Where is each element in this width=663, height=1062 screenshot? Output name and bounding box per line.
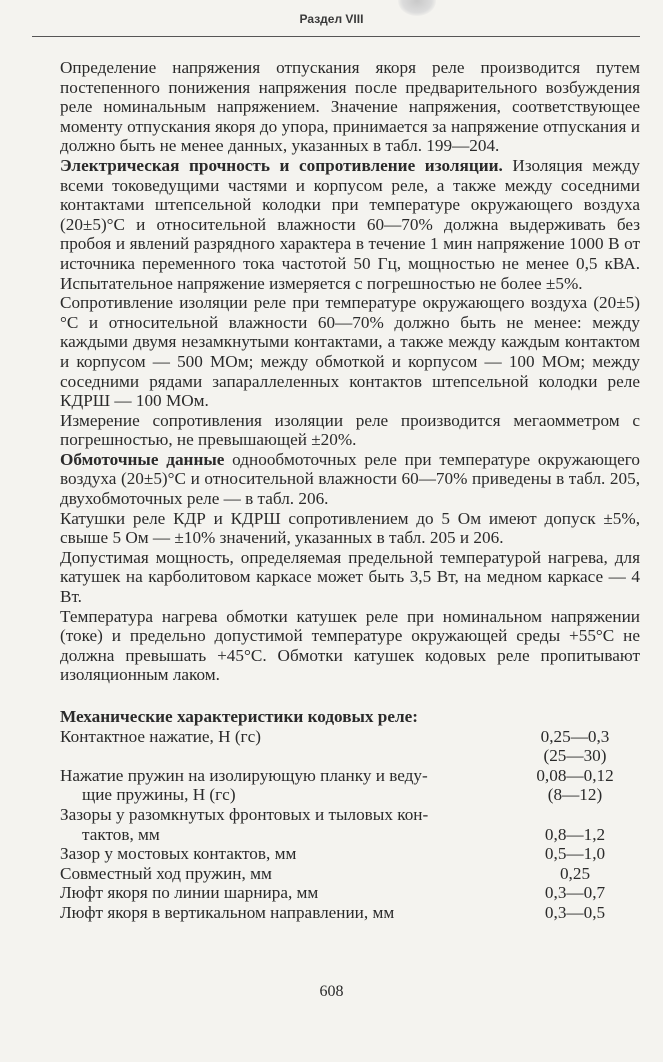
- spec-row: [60, 844, 640, 864]
- spec-row: [60, 883, 640, 903]
- spec-value: 0,3—0,5: [544, 902, 606, 922]
- spec-value: 0,08—0,12: [536, 765, 614, 785]
- paragraph-heading: Обмоточные данные: [60, 449, 225, 469]
- page-body: [60, 58, 640, 923]
- paragraph-heating-temperature: Температура нагрева обмотки катушек реле при номинальном напряжении (токе) и предельно допустимой температуре окружающей среды +55°С не должна превышать +45°С. Обмотки катушек кодовых реле пропитывают изоляционным лаком.: [60, 606, 640, 685]
- spec-name: Контактное нажатие, Н (гс): [60, 726, 261, 746]
- running-head: Раздел VIII: [299, 12, 364, 26]
- paragraph-insulation-resistance: Сопротивление изоляции реле при температуре окружающего воздуха (20±5)°С и относительной влажности 60—70% должно быть не менее: между каждыми двумя незамкнутыми контактами, а также между каждым контактом и корпусом — 500 МОм; между обмоткой и корпусом — 100 МОм; между соседними рядами запараллеленных контактов штепсельной колодки реле КДРШ — 100 МОм.: [60, 293, 640, 411]
- spec-row: [60, 864, 640, 884]
- spec-name-continued: тактов, мм: [82, 824, 160, 844]
- spec-value: 0,25: [559, 863, 591, 883]
- spec-value: 0,5—1,0: [544, 844, 606, 864]
- spec-name-continued: щие пружины, Н (гс): [82, 785, 236, 805]
- page-number: 608: [319, 983, 344, 1000]
- spec-row: [60, 785, 640, 805]
- paragraph-text: однообмоточных реле при температуре окружающего воздуха (20±5)°С и относительной влажности 60—70% приведены в табл. 205, двухобмоточных реле — в табл. 206.: [60, 449, 640, 509]
- spec-value: [510, 805, 640, 825]
- paragraph-winding-data: [60, 450, 640, 509]
- spec-value: 0,3—0,7: [544, 883, 606, 903]
- paragraph-release-voltage: Определение напряжения отпускания якоря реле производится путем постепенного понижения напряжения после предварительного возбуждения реле номинальным напряжением. Значение напряжения, соответствующее моменту отпускания якоря до упора, принимается за напряжение отпускания и должно быть не менее данных, указанных в табл. 199—204.: [60, 58, 640, 156]
- spec-row: [60, 805, 640, 825]
- spec-name: Люфт якоря по линии шарнира, мм: [60, 883, 319, 903]
- spec-row: [60, 766, 640, 786]
- paragraph-coil-tolerance: Катушки реле КДР и КДРШ сопротивлением до 5 Ом имеют допуск ±5%, свыше 5 Ом — ±10% значений, указанных в табл. 205 и 206.: [60, 508, 640, 548]
- paragraph-dielectric-strength: [60, 156, 640, 293]
- spec-title: Механические характеристики кодовых реле:: [60, 707, 418, 726]
- spec-row: [60, 903, 640, 923]
- spec-value: 0,25—0,3: [540, 726, 610, 746]
- spec-row: [60, 746, 640, 766]
- spec-name: Зазоры у разомкнутых фронтовых и тыловых кон-: [60, 804, 429, 824]
- spec-value: (8—12): [547, 785, 603, 805]
- header-rule: [32, 36, 640, 37]
- spec-table: [60, 727, 640, 923]
- paragraph-permissible-power: Допустимая мощность, определяемая предельной температурой нагрева, для катушек на карболитовом каркасе может быть 3,5 Вт, на медном каркасе — 4 Вт.: [60, 547, 640, 607]
- paragraph-heading: Электрическая прочность и сопротивление изоляции.: [60, 155, 503, 175]
- paragraph-megohmmeter: Измерение сопротивления изоляции реле производится мегаомметром с погрешностью, не превышающей ±20%.: [60, 410, 640, 450]
- spec-name: Нажатие пружин на изолирующую планку и веду-: [60, 765, 428, 785]
- spec-row: [60, 825, 640, 845]
- spec-name: Зазор у мостовых контактов, мм: [60, 844, 297, 864]
- spec-name: Люфт якоря в вертикальном направлении, мм: [60, 902, 395, 922]
- spec-value: (25—30): [543, 746, 607, 766]
- spec-name: Совместный ход пружин, мм: [60, 863, 272, 883]
- spec-row: [60, 727, 640, 747]
- spec-value: 0,8—1,2: [544, 824, 606, 844]
- paragraph-text: Изоляция между всеми токоведущими частями и корпусом реле, а также между соседними контактами штепсельной колодки при температуре окружающего воздуха (20±5)°С и относительной влажности 60—70% должна выдерживать без пробоя и явлений разрядного характера в течение 1 мин напряжение 1000 В от источника переменного тока частотой 50 Гц, мощностью не менее 0,5 кВА. Испытательное напряжение измеряется с погрешностью не более ±5%.: [60, 155, 640, 293]
